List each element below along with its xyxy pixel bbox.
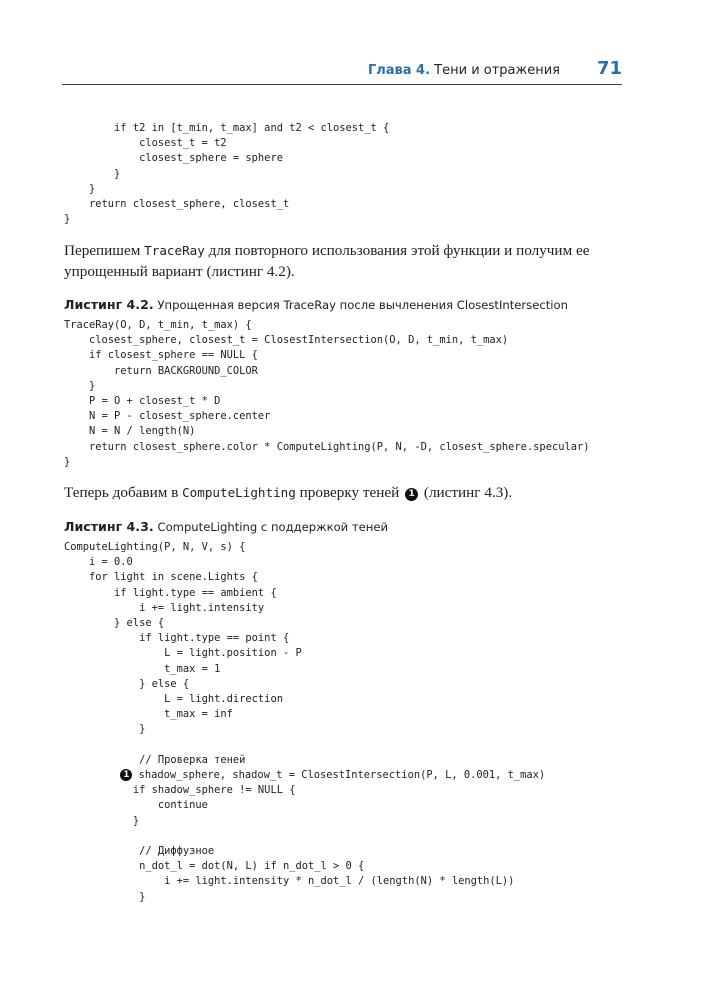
code-line: closest_t = t2 bbox=[64, 137, 227, 150]
para-text: Перепишем bbox=[64, 242, 145, 259]
code-line: } bbox=[64, 723, 146, 736]
code-line: } else { bbox=[64, 617, 165, 630]
chapter-heading bbox=[368, 63, 560, 78]
running-header bbox=[62, 56, 622, 85]
listing-4-3-code bbox=[64, 540, 545, 905]
para-text: для повторного использования этой функции и получим ее упрощенный вариант (листинг 4.2). bbox=[64, 242, 590, 280]
code-line: if light.type == point { bbox=[64, 632, 290, 645]
paragraph-add-shadows bbox=[64, 482, 624, 503]
inline-code: TraceRay bbox=[144, 243, 205, 258]
code-line: n_dot_l = dot(N, L) if n_dot_l > 0 { bbox=[64, 860, 365, 873]
code-line: i += light.intensity bbox=[64, 601, 265, 614]
code-line: N = P - closest_sphere.center bbox=[64, 410, 271, 423]
code-line bbox=[64, 738, 545, 753]
code-line: closest_sphere = sphere bbox=[64, 152, 283, 165]
code-line: N = N / length(N) bbox=[64, 425, 196, 438]
para-text: Теперь добавим в bbox=[64, 484, 183, 501]
code-line: // Диффузное bbox=[64, 845, 215, 858]
callout-marker-icon: 1 bbox=[405, 488, 418, 501]
para-text: (листинг 4.3). bbox=[420, 484, 513, 501]
code-line: // Проверка теней bbox=[64, 753, 246, 766]
code-line: if t2 in [t_min, t_max] and t2 < closest_t { bbox=[64, 122, 390, 134]
code-line: L = light.direction bbox=[64, 693, 283, 706]
code-line: if shadow_sphere != NULL { bbox=[64, 784, 296, 797]
code-line: if light.type == ambient { bbox=[64, 586, 277, 599]
code-line: L = light.position - P bbox=[64, 647, 302, 660]
code-line: i += light.intensity * n_dot_l / (length(N) * length(L)) bbox=[64, 875, 515, 888]
code-line: } bbox=[64, 182, 96, 195]
code-line: ComputeLighting(P, N, V, s) { bbox=[64, 541, 246, 553]
code-block-continued bbox=[64, 121, 389, 227]
code-line: TraceRay(O, D, t_min, t_max) { bbox=[64, 319, 252, 331]
listing-label: Листинг 4.3. bbox=[64, 519, 154, 534]
inline-code: ComputeLighting bbox=[182, 485, 296, 500]
code-line: continue bbox=[64, 799, 208, 812]
callout-marker-icon: 1 bbox=[120, 769, 132, 781]
code-line: P = O + closest_t * D bbox=[64, 395, 221, 408]
listing-title: Упрощенная версия TraceRay после вычленения ClosestIntersection bbox=[157, 298, 568, 312]
page-number: 71 bbox=[596, 58, 622, 79]
code-line: } bbox=[64, 167, 121, 180]
code-line: for light in scene.Lights { bbox=[64, 571, 258, 584]
code-line: } bbox=[64, 213, 71, 226]
code-line-with-marker bbox=[64, 768, 545, 783]
code-line: } bbox=[64, 455, 71, 468]
code-line: if closest_sphere == NULL { bbox=[64, 349, 258, 362]
listing-4-2-code bbox=[64, 318, 589, 470]
listing-title: ComputeLighting с поддержкой теней bbox=[157, 520, 389, 534]
code-line: closest_sphere, closest_t = ClosestIntersection(O, D, t_min, t_max) bbox=[64, 334, 509, 347]
para-text: проверку теней bbox=[295, 484, 404, 501]
listing-4-3-caption bbox=[64, 519, 634, 534]
code-line: i = 0.0 bbox=[64, 556, 133, 569]
listing-4-2-caption bbox=[64, 297, 634, 312]
chapter-title: Тени и отражения bbox=[434, 63, 560, 78]
code-line: return closest_sphere.color * ComputeLighting(P, N, -D, closest_sphere.specular) bbox=[64, 440, 590, 453]
code-line: } bbox=[64, 379, 96, 392]
code-line: t_max = 1 bbox=[64, 662, 221, 675]
code-line: } else { bbox=[64, 677, 190, 690]
code-line: t_max = inf bbox=[64, 708, 233, 721]
code-line: return closest_sphere, closest_t bbox=[64, 198, 290, 211]
code-line: return BACKGROUND_COLOR bbox=[64, 364, 258, 377]
code-text: shadow_sphere, shadow_t = ClosestIntersection(P, L, 0.001, t_max) bbox=[132, 769, 546, 782]
listing-label: Листинг 4.2. bbox=[64, 297, 154, 312]
chapter-label: Глава 4. bbox=[367, 63, 431, 78]
paragraph-rewrite-traceray bbox=[64, 240, 624, 282]
code-line: } bbox=[64, 814, 140, 827]
code-line bbox=[64, 829, 545, 844]
code-line: } bbox=[64, 890, 146, 903]
